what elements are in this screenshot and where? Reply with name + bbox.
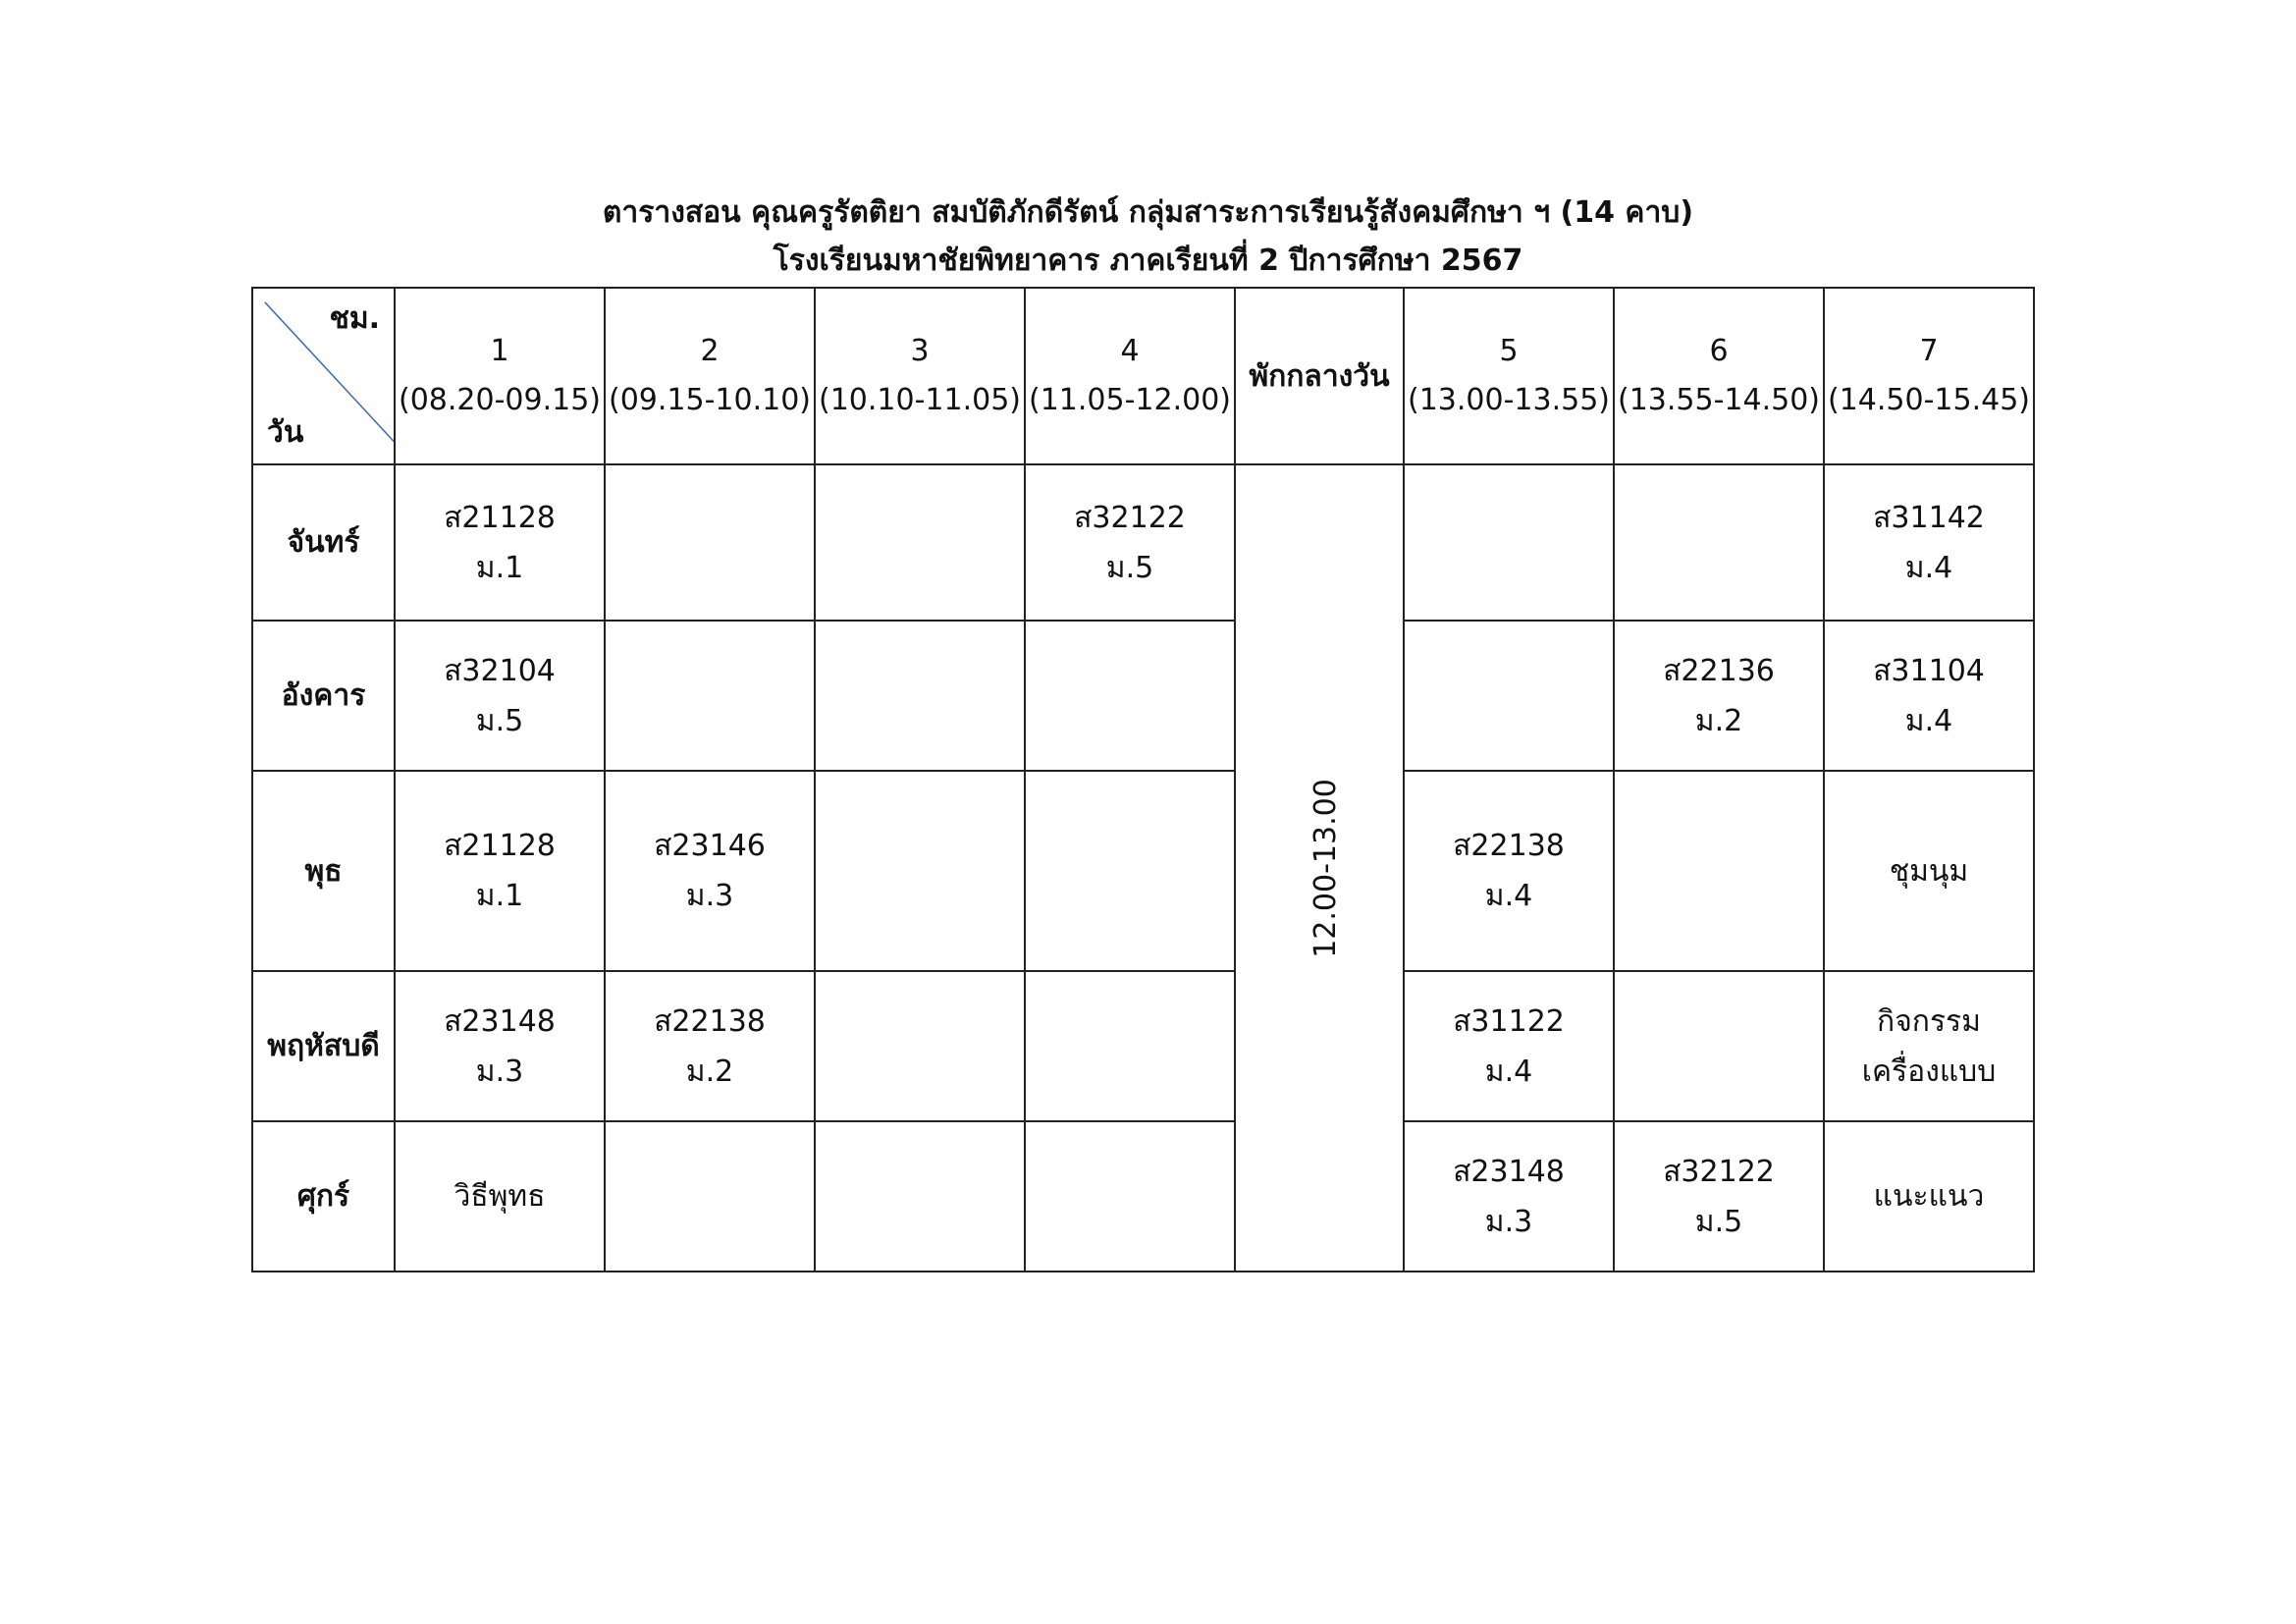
period-time: (13.55-14.50) bbox=[1617, 383, 1820, 417]
period-number: 3 bbox=[910, 334, 930, 368]
subject-code: ส23148 bbox=[444, 1003, 556, 1039]
class-cell bbox=[605, 771, 815, 971]
grade-level: ม.5 bbox=[475, 703, 524, 738]
day-label: ศุกร์ bbox=[252, 1121, 395, 1272]
period-time: (13.00-13.55) bbox=[1407, 383, 1610, 417]
day-row-thursday bbox=[252, 971, 2034, 1121]
grade-level: ม.3 bbox=[475, 1054, 524, 1089]
class-cell bbox=[1404, 971, 1614, 1121]
class-cell bbox=[605, 1121, 815, 1272]
period-time: (10.10-11.05) bbox=[818, 383, 1021, 417]
subject-code: กิจกรรม bbox=[1877, 1003, 1981, 1039]
class-cell bbox=[605, 464, 815, 621]
class-cell bbox=[1614, 621, 1824, 771]
period-header-6 bbox=[1614, 288, 1824, 464]
class-cell bbox=[1614, 464, 1824, 621]
grade-level: ม.4 bbox=[1484, 1054, 1533, 1089]
grade-level: ม.2 bbox=[1694, 703, 1743, 738]
class-cell bbox=[1824, 771, 2034, 971]
corner-label-day: วัน bbox=[267, 415, 304, 450]
period-number: 7 bbox=[1919, 334, 1939, 368]
grade-level: ม.2 bbox=[685, 1054, 734, 1089]
day-label: จันทร์ bbox=[252, 464, 395, 621]
class-cell bbox=[815, 771, 1025, 971]
class-cell bbox=[395, 1121, 605, 1272]
corner-label-hour: ชม. bbox=[329, 301, 380, 336]
page-title: ตารางสอน คุณครูรัตติยา สมบัติภักดีรัตน์ กลุ่มสาระการเรียนรู้สังคมศึกษา ฯ (14 คาบ) bbox=[602, 195, 1694, 230]
class-cell bbox=[1404, 621, 1614, 771]
period-number: 1 bbox=[490, 334, 509, 368]
class-cell bbox=[815, 1121, 1025, 1272]
subject-code: ส22136 bbox=[1663, 653, 1775, 688]
grade-level: ม.5 bbox=[1694, 1204, 1743, 1239]
grade-level: เครื่องแบบ bbox=[1861, 1054, 1997, 1089]
class-cell bbox=[395, 464, 605, 621]
lunch-break-cell bbox=[1235, 464, 1404, 1272]
class-cell bbox=[1824, 621, 2034, 771]
grade-level: ม.4 bbox=[1904, 703, 1953, 738]
class-cell bbox=[1404, 771, 1614, 971]
grade-level: ม.4 bbox=[1904, 550, 1953, 585]
subject-code: แนะแนว bbox=[1873, 1179, 1985, 1214]
class-cell bbox=[1025, 971, 1235, 1121]
header-row bbox=[252, 288, 2034, 464]
class-cell bbox=[1025, 464, 1235, 621]
class-cell bbox=[395, 621, 605, 771]
subject-code: ส31142 bbox=[1873, 500, 1985, 535]
period-header-3 bbox=[815, 288, 1025, 464]
subject-code: ส23146 bbox=[654, 829, 766, 863]
class-cell bbox=[605, 971, 815, 1121]
period-header-4 bbox=[1025, 288, 1235, 464]
subject-code: ส22138 bbox=[654, 1003, 766, 1039]
class-cell bbox=[395, 771, 605, 971]
class-cell bbox=[815, 464, 1025, 621]
class-cell bbox=[1025, 621, 1235, 771]
class-cell bbox=[395, 971, 605, 1121]
subject-code: ส32104 bbox=[444, 653, 556, 688]
grade-level: ม.3 bbox=[1484, 1204, 1533, 1239]
grade-level: ม.5 bbox=[1105, 550, 1154, 585]
schedule-body bbox=[252, 464, 2034, 1272]
lunch-time: 12.00-13.00 bbox=[1308, 778, 1343, 958]
subject-code: วิธีพุทธ bbox=[454, 1179, 546, 1214]
subject-code: ส32122 bbox=[1663, 1154, 1775, 1189]
day-row-friday bbox=[252, 1121, 2034, 1272]
subject-code: ส31122 bbox=[1453, 1003, 1565, 1039]
subject-code: ชุมนุม bbox=[1889, 853, 1969, 889]
period-time: (08.20-09.15) bbox=[398, 383, 601, 417]
period-time: (11.05-12.00) bbox=[1028, 383, 1231, 417]
class-cell bbox=[1404, 1121, 1614, 1272]
class-cell bbox=[1614, 971, 1824, 1121]
period-number: 6 bbox=[1709, 334, 1729, 368]
class-cell bbox=[1025, 1121, 1235, 1272]
period-header-1 bbox=[395, 288, 605, 464]
subject-code: ส23148 bbox=[1453, 1154, 1565, 1189]
period-number: 2 bbox=[700, 334, 720, 368]
subject-code: ส32122 bbox=[1074, 500, 1186, 535]
day-label: พุธ bbox=[252, 771, 395, 971]
period-header-2 bbox=[605, 288, 815, 464]
day-label: อังคาร bbox=[252, 621, 395, 771]
class-cell bbox=[815, 621, 1025, 771]
day-row-monday bbox=[252, 464, 2034, 621]
class-cell bbox=[1824, 1121, 2034, 1272]
class-cell bbox=[1614, 1121, 1824, 1272]
class-cell bbox=[1824, 464, 2034, 621]
period-time: (09.15-10.10) bbox=[608, 383, 811, 417]
day-row-tuesday bbox=[252, 621, 2034, 771]
class-cell bbox=[605, 621, 815, 771]
class-cell bbox=[1824, 971, 2034, 1121]
grade-level: ม.4 bbox=[1484, 879, 1533, 913]
corner-cell bbox=[252, 288, 395, 464]
subject-code: ส22138 bbox=[1453, 829, 1565, 863]
period-time: (14.50-15.45) bbox=[1827, 383, 2030, 417]
lunch-header: พักกลางวัน bbox=[1235, 288, 1404, 464]
subject-code: ส31104 bbox=[1873, 653, 1985, 688]
class-cell bbox=[1025, 771, 1235, 971]
subject-code: ส21128 bbox=[444, 500, 556, 535]
class-cell bbox=[1614, 771, 1824, 971]
class-cell bbox=[815, 971, 1025, 1121]
grade-level: ม.3 bbox=[685, 879, 734, 913]
period-header-5 bbox=[1404, 288, 1614, 464]
schedule-table bbox=[251, 287, 2035, 1272]
day-row-wednesday bbox=[252, 771, 2034, 971]
period-header-7 bbox=[1824, 288, 2034, 464]
grade-level: ม.1 bbox=[475, 879, 524, 913]
class-cell bbox=[1404, 464, 1614, 621]
day-label: พฤหัสบดี bbox=[252, 971, 395, 1121]
period-number: 5 bbox=[1499, 334, 1519, 368]
page-subtitle: โรงเรียนมหาชัยพิทยาคาร ภาคเรียนที่ 2 ปีการศึกษา 2567 bbox=[773, 244, 1523, 278]
subject-code: ส21128 bbox=[444, 829, 556, 863]
grade-level: ม.1 bbox=[475, 550, 524, 585]
period-number: 4 bbox=[1120, 334, 1140, 368]
